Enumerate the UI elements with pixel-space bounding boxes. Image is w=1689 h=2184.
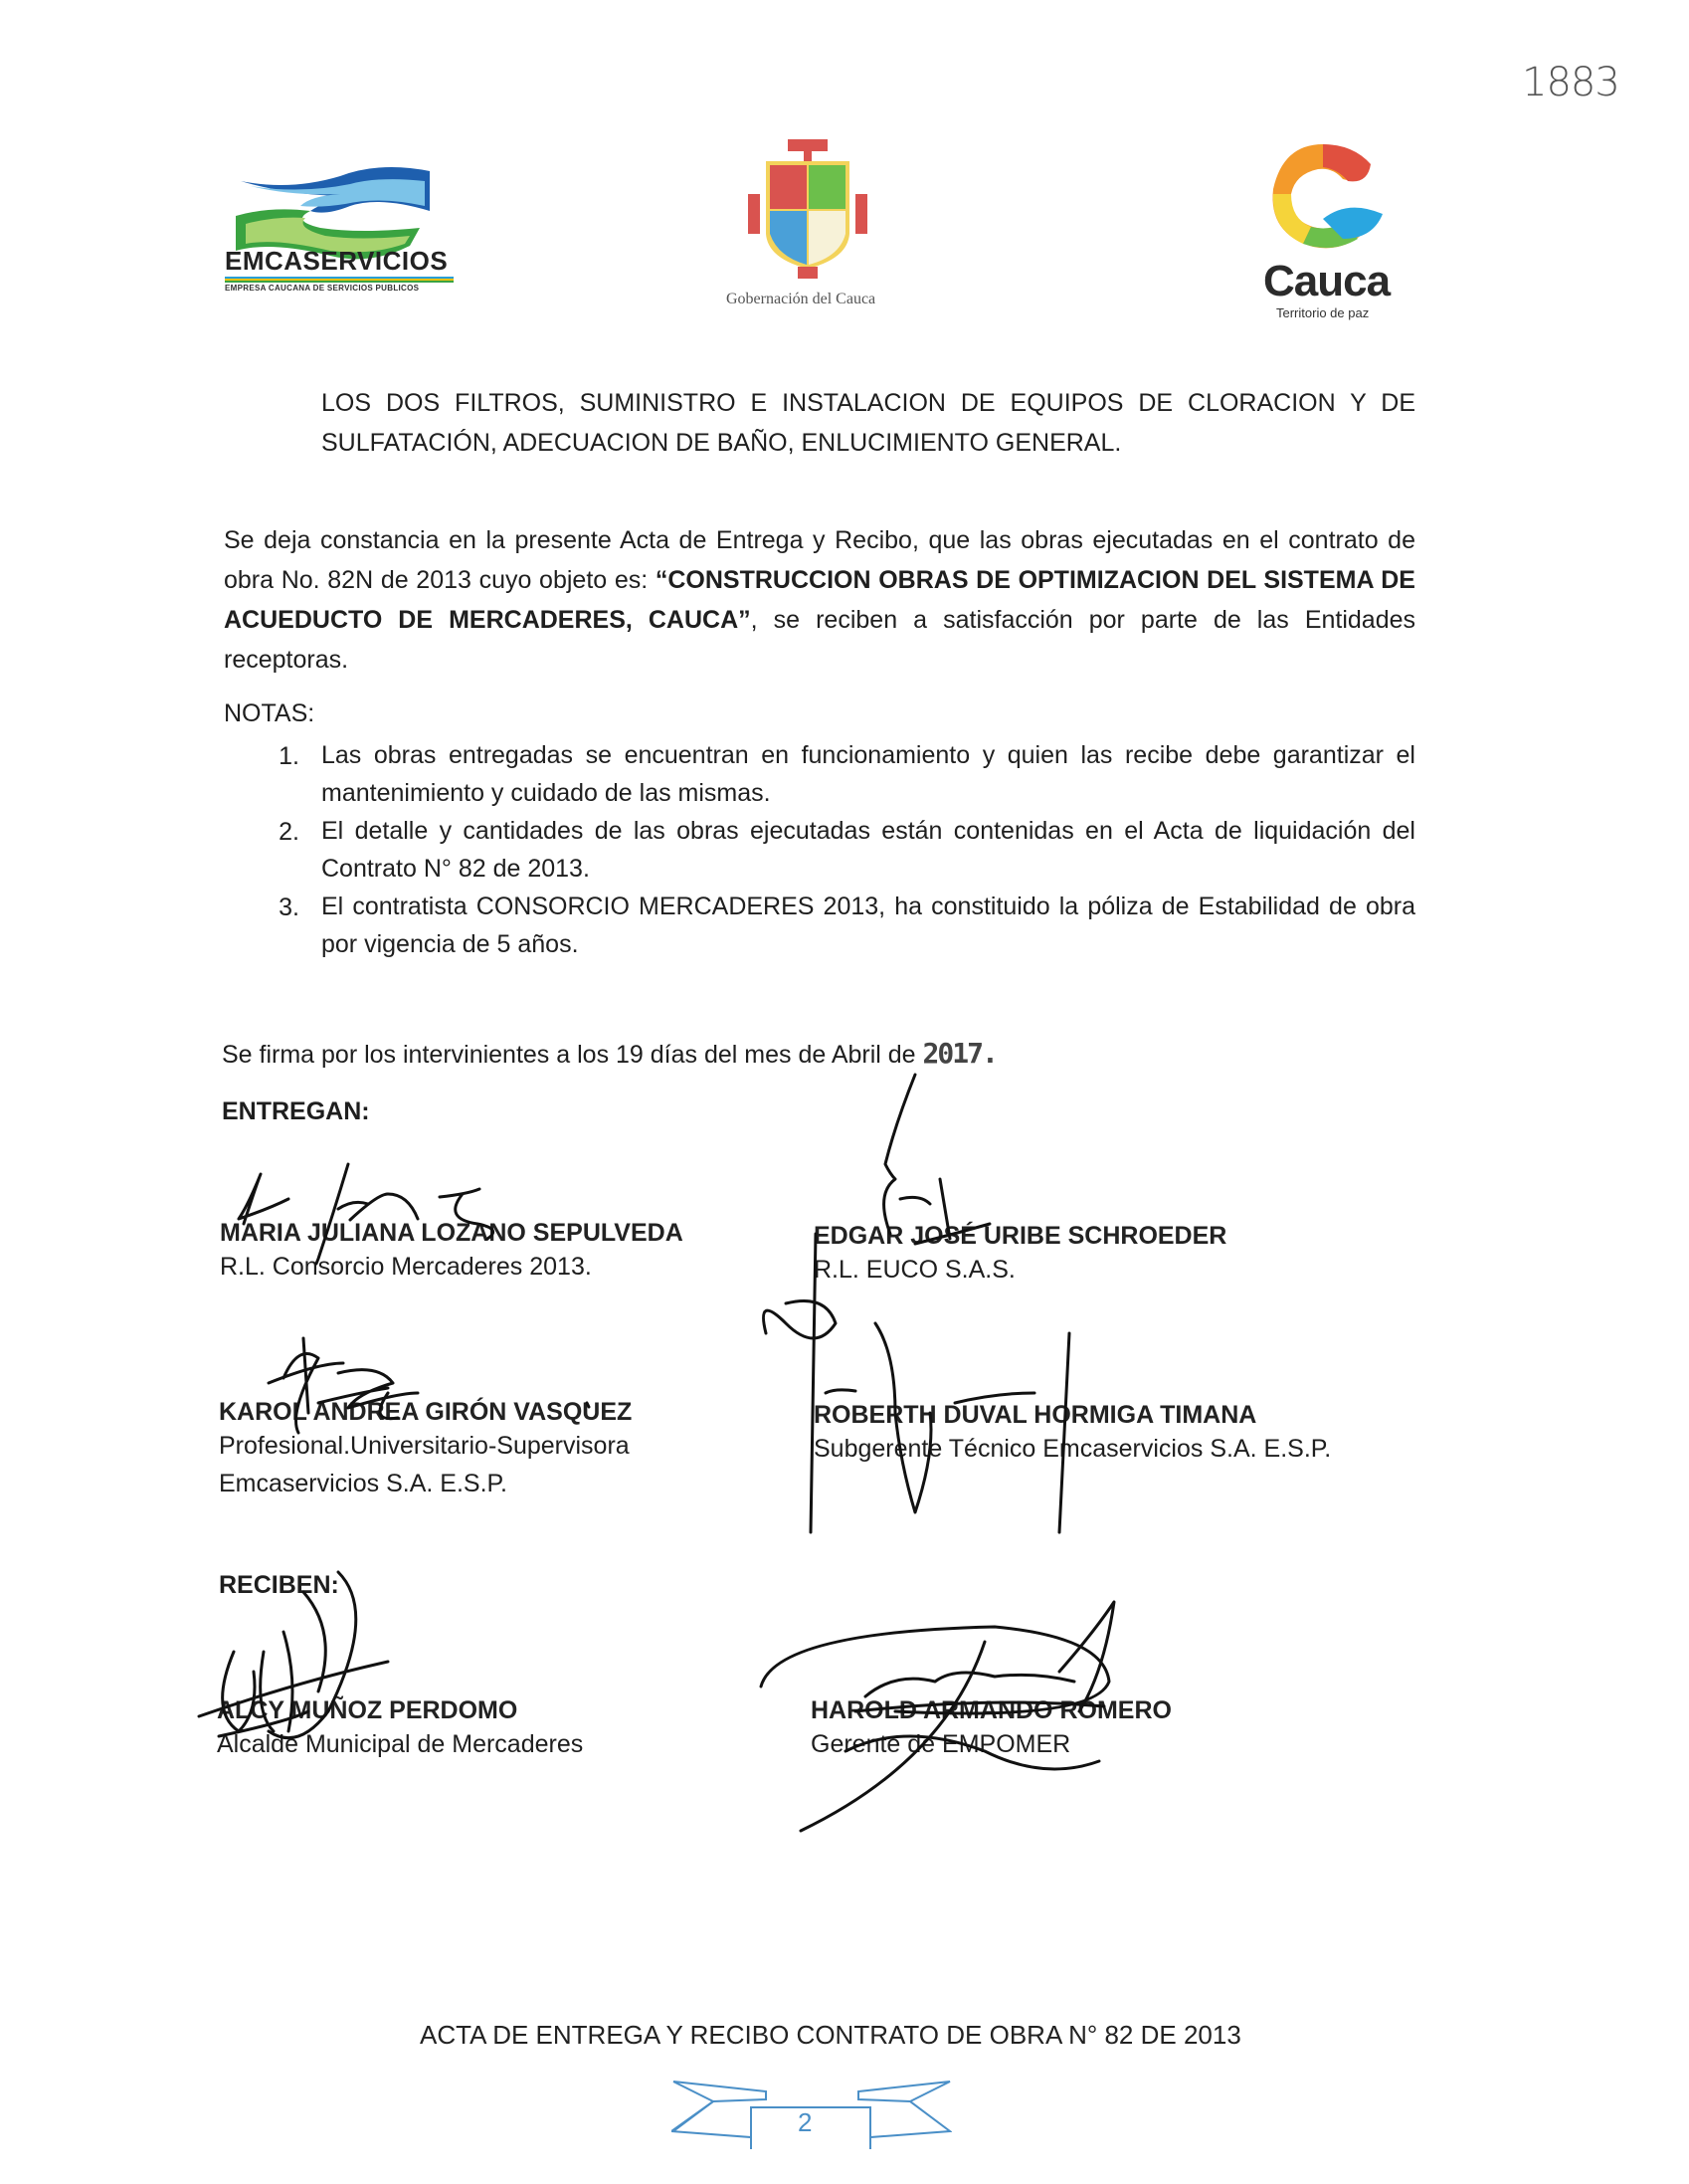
signatory-role: Subgerente Técnico Emcaservicios S.A. E.S.P. [814, 1435, 1332, 1463]
cauca-logo-name: Cauca [1263, 257, 1391, 305]
signatory-name: KAROL ANDREA GIRÓN VASQUEZ [219, 1398, 633, 1426]
constancia-text-end: , se reciben a satisfacción por parte de las Entidades receptoras. [224, 606, 1416, 674]
signature-stroke-giron [269, 1338, 589, 1433]
note-number: 3. [279, 893, 299, 921]
signatory-name: MARIA JULIANA LOZANO SEPULVEDA [220, 1219, 683, 1247]
signature-stroke-munoz [199, 1572, 388, 1738]
signatory-name: EDGAR JOSÉ URIBE SCHROEDER [814, 1222, 1227, 1250]
emcaservicios-logo-subtitle: EMPRESA CAUCANA DE SERVICIOS PUBLICOS [225, 284, 420, 293]
signatory-name: HAROLD ARMANDO ROMERO [811, 1696, 1172, 1724]
signing-statement-text: Se firma por los intervinientes a los 19 días del mes de Abril de [222, 1041, 923, 1069]
signatory-role: R.L. EUCO S.A.S. [814, 1256, 1016, 1284]
signature-stroke-romero [761, 1602, 1114, 1831]
note-text: El contratista CONSORCIO MERCADERES 2013, ha constituido la póliza de Estabilidad de obra por vigencia de 5 años. [321, 893, 1415, 958]
contract-object-title: “CONSTRUCCION OBRAS DE OPTIMIZACION DEL SISTEMA DE ACUEDUCTO DE MERCADERES, CAUCA” [224, 566, 1415, 634]
signatory-role: Alcalde Municipal de Mercaderes [217, 1730, 584, 1758]
gobernacion-logo-name: Gobernación del Cauca [726, 291, 876, 307]
entregan-label: ENTREGAN: [222, 1097, 370, 1125]
emcaservicios-logo-name: EMCASERVICIOS [225, 246, 449, 276]
signatory-name: ALCY MUÑOZ PERDOMO [217, 1696, 518, 1724]
handwritten-folio-number: 1883 [1522, 60, 1619, 105]
reciben-label: RECIBEN: [219, 1571, 339, 1599]
signatory-role: R.L. Consorcio Mercaderes 2013. [220, 1253, 592, 1281]
note-number: 2. [279, 818, 299, 846]
document-footer-title: ACTA DE ENTREGA Y RECIBO CONTRATO DE OBRA N° 82 DE 2013 [420, 2020, 1241, 2050]
continued-paragraph: LOS DOS FILTROS, SUMINISTRO E INSTALACION DE EQUIPOS DE CLORACION Y DE SULFATACIÓN, ADECUACION DE BAÑO, ENLUCIMIENTO GENERAL. [321, 389, 1415, 457]
signature-stroke-hormiga [764, 1301, 1070, 1533]
signature-stroke-lozano [239, 1164, 493, 1264]
signatory-role: Profesional.Universitario-Supervisora [219, 1432, 630, 1460]
notes-label: NOTAS: [224, 699, 315, 727]
page-number: 2 [798, 2107, 813, 2137]
signature-stroke-uribe [811, 1075, 990, 1532]
constancia-text-start: Se deja constancia en la presente Acta de Entrega y Recibo, que las obras ejecutadas en el contrato de obra No. 82N de 2013 cuyo objeto es: [224, 526, 1415, 594]
signatory-role: Gerente de EMPOMER [811, 1730, 1071, 1758]
signatory-role: Emcaservicios S.A. E.S.P. [219, 1470, 507, 1497]
cauca-logo-subtitle: Territorio de paz [1276, 305, 1370, 320]
signatory-name: ROBERTH DUVAL HORMIGA TIMANA [814, 1401, 1257, 1429]
note-text: El detalle y cantidades de las obras ejecutadas están contenidas en el Acta de liquidación del Contrato N° 82 de 2013. [321, 817, 1415, 883]
signing-year-stamp: 2017. [922, 1037, 997, 1070]
note-number: 1. [279, 742, 299, 770]
note-text: Las obras entregadas se encuentran en funcionamiento y quien las recibe debe garantizar el mantenimiento y cuidado de las mismas. [321, 741, 1415, 807]
